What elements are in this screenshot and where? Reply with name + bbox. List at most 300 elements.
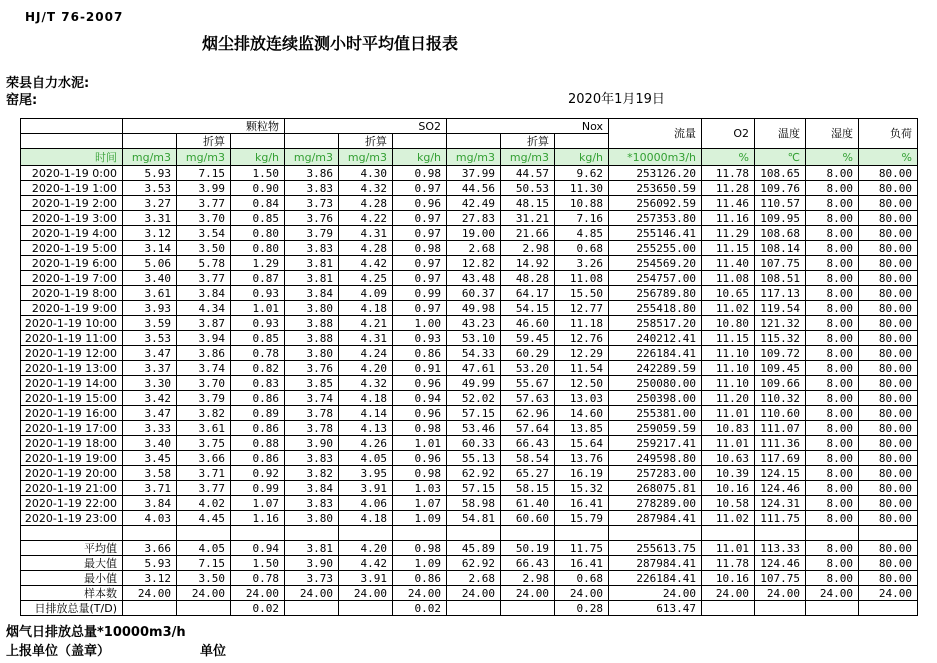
value-cell: 66.43 (501, 556, 555, 571)
value-cell: 109.66 (755, 376, 806, 391)
value-cell: 255613.75 (609, 541, 702, 556)
value-cell: 3.75 (177, 436, 231, 451)
row-label-cell: 2020-1-19 15:00 (21, 391, 123, 406)
value-cell: 0.97 (393, 271, 447, 286)
value-cell: 2.68 (447, 571, 501, 586)
value-cell: 3.78 (285, 421, 339, 436)
value-cell: 10.80 (702, 316, 755, 331)
value-cell: 19.00 (447, 226, 501, 241)
value-cell: 43.23 (447, 316, 501, 331)
value-cell: 4.32 (339, 181, 393, 196)
value-cell: 3.58 (123, 466, 177, 481)
value-cell: 4.28 (339, 241, 393, 256)
value-cell: 3.40 (123, 271, 177, 286)
value-cell: 8.00 (806, 346, 859, 361)
value-cell: 48.28 (501, 271, 555, 286)
value-cell: 80.00 (859, 406, 918, 421)
value-cell: 0.97 (393, 301, 447, 316)
value-cell: 13.03 (555, 391, 609, 406)
table-row (21, 196, 918, 211)
value-cell: 109.95 (755, 211, 806, 226)
value-cell: 3.90 (285, 436, 339, 451)
value-cell: 3.12 (123, 571, 177, 586)
row-label-cell: 2020-1-19 11:00 (21, 331, 123, 346)
value-cell: 1.09 (393, 556, 447, 571)
value-cell: 8.00 (806, 226, 859, 241)
value-cell: 3.83 (285, 241, 339, 256)
value-cell: 8.00 (806, 511, 859, 526)
value-cell: 3.73 (285, 196, 339, 211)
value-cell: 11.40 (702, 256, 755, 271)
value-cell: 4.20 (339, 541, 393, 556)
col-sub-nox-converted: 折算 (501, 134, 555, 149)
value-cell: 3.84 (177, 286, 231, 301)
value-cell: 108.68 (755, 226, 806, 241)
value-cell: 11.08 (555, 271, 609, 286)
value-cell: 8.00 (806, 256, 859, 271)
value-cell: 0.97 (393, 226, 447, 241)
col-unit-load-pct: % (859, 149, 918, 166)
value-cell: 58.54 (501, 451, 555, 466)
value-cell: 24.00 (393, 586, 447, 601)
row-label-cell: 2020-1-19 1:00 (21, 181, 123, 196)
value-cell: 5.93 (123, 166, 177, 181)
row-label-cell: 2020-1-19 4:00 (21, 226, 123, 241)
value-cell: 3.76 (285, 361, 339, 376)
value-cell: 11.10 (702, 361, 755, 376)
value-cell: 24.00 (177, 586, 231, 601)
value-cell: 0.93 (231, 316, 285, 331)
row-label-cell: 2020-1-19 19:00 (21, 451, 123, 466)
value-cell (501, 601, 555, 616)
value-cell: 8.00 (806, 556, 859, 571)
value-cell: 3.53 (123, 181, 177, 196)
value-cell: 0.92 (231, 466, 285, 481)
value-cell: 253126.20 (609, 166, 702, 181)
value-cell: 3.74 (285, 391, 339, 406)
value-cell: 259059.59 (609, 421, 702, 436)
value-cell: 53.20 (501, 361, 555, 376)
value-cell: 8.00 (806, 166, 859, 181)
col-unit-temperature: ℃ (755, 149, 806, 166)
value-cell: 287984.41 (609, 556, 702, 571)
value-cell: 64.17 (501, 286, 555, 301)
value-cell: 24.00 (501, 586, 555, 601)
col-unit-humidity-pct: % (806, 149, 859, 166)
value-cell: 0.68 (555, 241, 609, 256)
value-cell: 4.31 (339, 226, 393, 241)
table-row (21, 346, 918, 361)
value-cell: 16.19 (555, 466, 609, 481)
value-cell: 107.75 (755, 256, 806, 271)
value-cell: 0.97 (393, 256, 447, 271)
value-cell: 257283.00 (609, 466, 702, 481)
kiln-location-label: 窑尾: (6, 93, 38, 108)
company-name: 荣县自力水泥: (6, 76, 90, 91)
value-cell (859, 601, 918, 616)
value-cell: 3.70 (177, 376, 231, 391)
value-cell: 4.03 (123, 511, 177, 526)
value-cell: 108.51 (755, 271, 806, 286)
value-cell: 1.00 (393, 316, 447, 331)
header-row-groups (21, 119, 918, 134)
row-label-cell: 最小值 (21, 571, 123, 586)
value-cell: 3.70 (177, 211, 231, 226)
row-label-cell: 2020-1-19 13:00 (21, 361, 123, 376)
value-cell: 3.90 (285, 556, 339, 571)
value-cell (231, 526, 285, 541)
value-cell (177, 601, 231, 616)
value-cell: 60.37 (447, 286, 501, 301)
value-cell: 61.40 (501, 496, 555, 511)
row-label-cell: 2020-1-19 12:00 (21, 346, 123, 361)
value-cell: 115.32 (755, 331, 806, 346)
row-label-cell: 2020-1-19 6:00 (21, 256, 123, 271)
value-cell: 4.25 (339, 271, 393, 286)
header-row-units (21, 149, 918, 166)
value-cell: 10.88 (555, 196, 609, 211)
col-unit-pm-mg: mg/m3 (123, 149, 177, 166)
col-unit-o2-pct: % (702, 149, 755, 166)
row-label-cell: 最大值 (21, 556, 123, 571)
value-cell: 124.46 (755, 481, 806, 496)
value-cell: 0.83 (231, 376, 285, 391)
value-cell: 8.00 (806, 481, 859, 496)
value-cell: 46.60 (501, 316, 555, 331)
value-cell: 10.83 (702, 421, 755, 436)
value-cell: 42.49 (447, 196, 501, 211)
value-cell: 256092.59 (609, 196, 702, 211)
table-row (21, 406, 918, 421)
value-cell: 3.79 (285, 226, 339, 241)
summary-row (21, 571, 918, 586)
value-cell: 80.00 (859, 181, 918, 196)
value-cell (393, 526, 447, 541)
value-cell: 10.16 (702, 481, 755, 496)
value-cell: 109.45 (755, 361, 806, 376)
value-cell: 47.61 (447, 361, 501, 376)
value-cell: 11.01 (702, 406, 755, 421)
value-cell: 8.00 (806, 571, 859, 586)
value-cell: 54.15 (501, 301, 555, 316)
value-cell (755, 526, 806, 541)
value-cell: 62.92 (447, 466, 501, 481)
value-cell: 253650.59 (609, 181, 702, 196)
value-cell: 124.15 (755, 466, 806, 481)
value-cell: 254569.20 (609, 256, 702, 271)
value-cell: 3.26 (555, 256, 609, 271)
value-cell: 80.00 (859, 256, 918, 271)
value-cell: 3.94 (177, 331, 231, 346)
value-cell: 0.80 (231, 241, 285, 256)
value-cell: 4.18 (339, 391, 393, 406)
value-cell: 80.00 (859, 331, 918, 346)
table-row (21, 376, 918, 391)
value-cell: 0.94 (393, 391, 447, 406)
value-cell: 8.00 (806, 211, 859, 226)
table-row (21, 211, 918, 226)
value-cell: 108.14 (755, 241, 806, 256)
value-cell: 287984.41 (609, 511, 702, 526)
value-cell: 4.42 (339, 256, 393, 271)
value-cell: 12.82 (447, 256, 501, 271)
value-cell: 0.85 (231, 331, 285, 346)
row-label-cell: 2020-1-19 14:00 (21, 376, 123, 391)
value-cell: 3.71 (177, 466, 231, 481)
value-cell: 24.00 (231, 586, 285, 601)
row-label-cell: 2020-1-19 16:00 (21, 406, 123, 421)
value-cell: 0.87 (231, 271, 285, 286)
value-cell: 80.00 (859, 211, 918, 226)
col-header-time: 时间 (21, 149, 123, 166)
standard-code: HJ/T 76-2007 (25, 10, 124, 24)
value-cell: 24.00 (285, 586, 339, 601)
value-cell: 4.42 (339, 556, 393, 571)
value-cell: 4.09 (339, 286, 393, 301)
value-cell: 0.91 (393, 361, 447, 376)
value-cell: 107.75 (755, 571, 806, 586)
value-cell: 0.98 (393, 466, 447, 481)
value-cell: 0.02 (393, 601, 447, 616)
value-cell: 57.15 (447, 481, 501, 496)
value-cell: 240212.41 (609, 331, 702, 346)
value-cell: 8.00 (806, 391, 859, 406)
value-cell: 3.77 (177, 196, 231, 211)
table-row (21, 166, 918, 181)
table-row (21, 466, 918, 481)
value-cell: 49.99 (447, 376, 501, 391)
value-cell: 0.88 (231, 436, 285, 451)
value-cell: 60.29 (501, 346, 555, 361)
value-cell: 0.86 (231, 451, 285, 466)
value-cell: 80.00 (859, 511, 918, 526)
value-cell: 0.80 (231, 226, 285, 241)
value-cell: 4.32 (339, 376, 393, 391)
value-cell: 27.83 (447, 211, 501, 226)
value-cell: 3.76 (285, 211, 339, 226)
value-cell (123, 526, 177, 541)
value-cell: 242289.59 (609, 361, 702, 376)
value-cell: 50.19 (501, 541, 555, 556)
value-cell: 3.82 (177, 406, 231, 421)
value-cell: 0.96 (393, 376, 447, 391)
value-cell (447, 526, 501, 541)
value-cell: 80.00 (859, 391, 918, 406)
value-cell: 3.73 (285, 571, 339, 586)
value-cell: 0.86 (393, 571, 447, 586)
value-cell: 37.99 (447, 166, 501, 181)
value-cell: 121.32 (755, 316, 806, 331)
value-cell: 1.50 (231, 166, 285, 181)
value-cell: 0.86 (231, 421, 285, 436)
value-cell: 3.85 (285, 376, 339, 391)
col-unit-nox-kgh: kg/h (555, 149, 609, 166)
value-cell: 255255.00 (609, 241, 702, 256)
value-cell: 11.28 (702, 181, 755, 196)
value-cell: 12.50 (555, 376, 609, 391)
value-cell: 0.02 (231, 601, 285, 616)
table-row (21, 361, 918, 376)
value-cell: 0.98 (393, 241, 447, 256)
value-cell: 80.00 (859, 496, 918, 511)
value-cell: 8.00 (806, 196, 859, 211)
value-cell: 11.54 (555, 361, 609, 376)
value-cell: 0.96 (393, 196, 447, 211)
flue-gas-total-note: 烟气日排放总量*10000m3/h (6, 625, 186, 640)
value-cell: 11.01 (702, 541, 755, 556)
value-cell: 268075.81 (609, 481, 702, 496)
value-cell: 13.85 (555, 421, 609, 436)
value-cell: 8.00 (806, 241, 859, 256)
value-cell (859, 526, 918, 541)
row-label-cell: 2020-1-19 22:00 (21, 496, 123, 511)
value-cell: 0.78 (231, 346, 285, 361)
value-cell: 58.15 (501, 481, 555, 496)
value-cell: 8.00 (806, 421, 859, 436)
value-cell: 3.53 (123, 331, 177, 346)
value-cell: 57.15 (447, 406, 501, 421)
value-cell: 5.78 (177, 256, 231, 271)
value-cell: 10.16 (702, 571, 755, 586)
value-cell (285, 526, 339, 541)
table-row (21, 436, 918, 451)
value-cell: 80.00 (859, 301, 918, 316)
value-cell: 8.00 (806, 541, 859, 556)
value-cell: 11.75 (555, 541, 609, 556)
value-cell: 11.78 (702, 166, 755, 181)
value-cell: 0.86 (393, 346, 447, 361)
value-cell: 12.76 (555, 331, 609, 346)
report-date: 2020年1月19日 (568, 92, 665, 107)
value-cell: 255146.41 (609, 226, 702, 241)
value-cell: 3.54 (177, 226, 231, 241)
row-label-cell: 样本数 (21, 586, 123, 601)
value-cell: 52.02 (447, 391, 501, 406)
value-cell: 80.00 (859, 481, 918, 496)
row-label-cell: 2020-1-19 18:00 (21, 436, 123, 451)
value-cell (339, 526, 393, 541)
value-cell: 58.98 (447, 496, 501, 511)
value-cell: 4.18 (339, 511, 393, 526)
value-cell: 5.06 (123, 256, 177, 271)
value-cell: 0.84 (231, 196, 285, 211)
col-group-nox: Nox (447, 119, 609, 134)
value-cell: 24.00 (447, 586, 501, 601)
value-cell: 11.29 (702, 226, 755, 241)
value-cell: 3.66 (123, 541, 177, 556)
value-cell: 3.81 (285, 256, 339, 271)
col-unit-pm-kgh: kg/h (231, 149, 285, 166)
value-cell: 113.33 (755, 541, 806, 556)
value-cell: 4.24 (339, 346, 393, 361)
col-group-pm: 颗粒物 (123, 119, 285, 134)
value-cell: 80.00 (859, 571, 918, 586)
value-cell: 0.99 (231, 481, 285, 496)
table-row (21, 241, 918, 256)
value-cell (177, 526, 231, 541)
value-cell: 80.00 (859, 316, 918, 331)
value-cell: 226184.41 (609, 571, 702, 586)
col-header-o2: O2 (702, 119, 755, 149)
value-cell: 80.00 (859, 346, 918, 361)
value-cell: 80.00 (859, 196, 918, 211)
row-label-cell: 2020-1-19 7:00 (21, 271, 123, 286)
value-cell: 4.45 (177, 511, 231, 526)
row-label-cell: 2020-1-19 8:00 (21, 286, 123, 301)
value-cell: 111.36 (755, 436, 806, 451)
value-cell: 80.00 (859, 241, 918, 256)
value-cell: 62.92 (447, 556, 501, 571)
value-cell: 3.95 (339, 466, 393, 481)
value-cell: 11.18 (555, 316, 609, 331)
value-cell: 57.64 (501, 421, 555, 436)
row-label-cell: 2020-1-19 23:00 (21, 511, 123, 526)
value-cell: 110.32 (755, 391, 806, 406)
value-cell: 24.00 (123, 586, 177, 601)
value-cell: 117.13 (755, 286, 806, 301)
value-cell: 249598.80 (609, 451, 702, 466)
value-cell: 57.63 (501, 391, 555, 406)
value-cell: 3.77 (177, 481, 231, 496)
value-cell: 0.93 (231, 286, 285, 301)
value-cell: 11.15 (702, 331, 755, 346)
value-cell: 80.00 (859, 361, 918, 376)
value-cell: 3.37 (123, 361, 177, 376)
value-cell: 124.31 (755, 496, 806, 511)
value-cell: 1.09 (393, 511, 447, 526)
row-label-cell: 平均值 (21, 541, 123, 556)
col-header-flow: 流量 (609, 119, 702, 149)
value-cell (339, 601, 393, 616)
value-cell: 3.84 (285, 286, 339, 301)
value-cell: 31.21 (501, 211, 555, 226)
value-cell (806, 601, 859, 616)
value-cell (555, 526, 609, 541)
value-cell: 3.83 (285, 181, 339, 196)
value-cell: 3.79 (177, 391, 231, 406)
value-cell: 259217.41 (609, 436, 702, 451)
value-cell: 8.00 (806, 271, 859, 286)
value-cell: 55.13 (447, 451, 501, 466)
value-cell: 1.07 (231, 496, 285, 511)
value-cell: 7.15 (177, 556, 231, 571)
value-cell: 8.00 (806, 316, 859, 331)
value-cell: 2.68 (447, 241, 501, 256)
value-cell: 0.98 (393, 541, 447, 556)
value-cell: 613.47 (609, 601, 702, 616)
value-cell: 0.78 (231, 571, 285, 586)
value-cell: 109.76 (755, 181, 806, 196)
value-cell: 3.30 (123, 376, 177, 391)
value-cell: 80.00 (859, 436, 918, 451)
row-label-cell: 2020-1-19 3:00 (21, 211, 123, 226)
value-cell: 60.33 (447, 436, 501, 451)
value-cell: 0.90 (231, 181, 285, 196)
col-group-so2: SO2 (285, 119, 447, 134)
value-cell: 3.80 (285, 346, 339, 361)
value-cell: 4.05 (339, 451, 393, 466)
value-cell (285, 601, 339, 616)
col-header-humidity: 湿度 (806, 119, 859, 149)
value-cell: 12.29 (555, 346, 609, 361)
value-cell (806, 526, 859, 541)
value-cell: 3.84 (285, 481, 339, 496)
value-cell: 124.46 (755, 556, 806, 571)
value-cell: 8.00 (806, 361, 859, 376)
value-cell: 0.28 (555, 601, 609, 616)
value-cell: 8.00 (806, 466, 859, 481)
value-cell: 0.93 (393, 331, 447, 346)
